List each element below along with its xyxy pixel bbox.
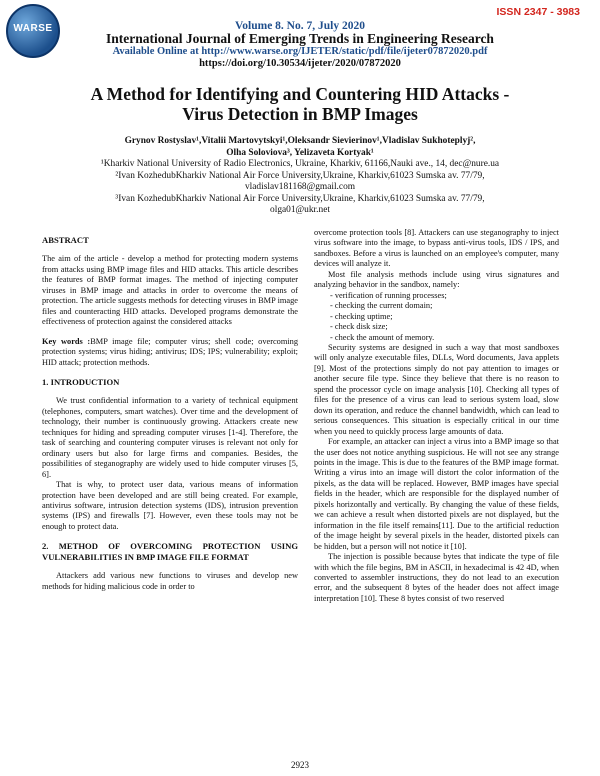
page-number: 2923 <box>291 760 309 770</box>
right-paragraph-3: Security systems are designed in such a way that most sandboxes will only analyze executable files, DLLs, Word documents, Java applets [9]. Most of the protections simply do not pay attention to images or another secure file type. Since they believe that there is no reason to spend the processor cycle on image analysis [10]. Checking all types of files for the presence of a virus can lead to serious system load, slow down its operation, and reduce the channel bandwidth, which can lead to serious consequences. This situation is especially critical in our time when you need to quickly process large amounts of data. <box>314 342 559 436</box>
keywords <box>42 337 298 368</box>
right-paragraph-5: The injection is possible because bytes that indicate the type of file with which the file begins, BM in ASCII, in hexadecimal is 42 4D, when converted to assembler instructions, they do not lead to an execution error, and the subsequent 8 bytes of the header does not affect image interpretation [10]. These 8 bytes consist of two reserved <box>314 552 559 603</box>
abstract-text: The aim of the article - develop a method for protecting modern systems from attacks using BMP image files and HID attacks. This article describes the features of BMP format images. The method of injecting computer viruses in BMP image and attacks in order to overcome the means of protection. The article suggests methods for detecting viruses in BMP image files and counteracting HID attacks. Developed programs demonstrate the effectiveness of protection against the considered attacks <box>42 254 298 327</box>
right-paragraph-2: Most file analysis methods include using virus signatures and analyzing behavior in the sandbox, namely: <box>314 269 559 290</box>
keywords-label: Key words : <box>42 336 91 346</box>
right-paragraph-1: overcome protection tools [8]. Attackers can use steganography to inject virus software into the image, to bypass anti-virus tools, IDS / IPS, and sandboxes. Before a virus is launched on an employee's computer, many devices will analyze it. <box>314 228 559 269</box>
introduction-paragraph-1: We trust confidential information to a variety of technical equipment (telephones, computers, smart watches). Over time and the development of technology, their number is continuously growing. Attackers create new techniques for hiding and spreading computer viruses [1-4]. Therefore, the task of searching and countering computer viruses is relevant not only for ordinary users but also for large firms and companies. Besides, the possibilities of steganography are widely used to hide computer viruses [5, 6]. <box>42 396 298 479</box>
list-item: - checking the current domain; <box>330 301 433 311</box>
title-line-1: A Method for Identifying and Countering HID Attacks - <box>90 84 510 104</box>
section-2-paragraph-1: Attackers add various new functions to viruses and develop new methods for hiding malicious code in order to <box>42 571 298 591</box>
right-column <box>314 228 559 604</box>
list-item: - checking uptime; <box>330 311 393 321</box>
abstract-heading: ABSTRACT <box>42 235 89 245</box>
author-names-2: Olha Soloviova³, Yelizaveta Kortyak¹ <box>226 147 374 158</box>
affiliation-2: ²Ivan KozhedubKharkiv National Air Force University,Ukraine, Kharkiv,61023 Sumska av. 77/79, <box>115 170 485 181</box>
introduction-paragraph-2: That is why, to protect user data, various means of information protection have been developed and are still being created. For example, antivirus software, intrusion detection systems (IDS), intrusion prevention systems (IPS) and firewalls [7]. However, even these tools may not be enough to protect data. <box>42 480 298 531</box>
volume-info: Volume 8. No. 7, July 2020 <box>235 20 365 32</box>
issn-label: ISSN 2347 - 3983 <box>496 6 580 18</box>
right-paragraph-4: For example, an attacker can inject a virus into a BMP image so that the user does not notice anything suspicious. He will not see any strange points in the image. This is due to the features of the BMP image format. Writing a virus into an image will distort the color information of the pixels, as the data will be replaced. However, BMP images have special fields in the header, which are responsible for the displayed number of pixels horizontally and vertically. By changing the value of these fields, we can achieve a result when distorted pixels are not displayed, but the information in the file itself remains[11]. Due to the artificial reduction of the image height by several pixels in the header, distorted pixels can be hidden, but a person will not notice it [10]. <box>314 437 559 551</box>
logo-text: WARSE <box>13 23 53 34</box>
author-block <box>50 136 550 217</box>
section-2-heading: 2. METHOD OF OVERCOMING PROTECTION USING VULNERABILITIES IN BMP IMAGE FILE FORMAT <box>42 541 298 562</box>
list-item: - check disk size; <box>330 322 388 332</box>
title-line-2: Virus Detection in BMP Images <box>182 104 418 124</box>
journal-header <box>0 20 600 70</box>
introduction-heading: 1. INTRODUCTION <box>42 376 120 387</box>
left-column <box>42 235 298 592</box>
keywords-text: BMP image file; computer virus; shell code; overcoming protection systems; virus hiding; antivirus; IDS; IPS; vulnerability; exploit; HID attack; protection methods. <box>42 336 299 367</box>
affiliation-2-email: vladislav181168@gmail.com <box>244 182 356 192</box>
list-item: - check the amount of memory. <box>330 332 435 342</box>
affiliation-3-email: olga01@ukr.net <box>270 205 330 215</box>
author-names-1: Grynov Rostyslav¹,Vitalii Martovytskyi¹,Oleksandr Sievierinov¹,Vladislav Sukhoteplyj², <box>124 136 476 146</box>
journal-name: International Journal of Emerging Trends in Engineering Research <box>106 31 494 46</box>
affiliation-3: ³Ivan KozhedubKharkiv National Air Force University,Ukraine, Kharkiv,61023 Sumska av. 77/79, <box>115 193 485 204</box>
affiliation-1: ¹Kharkiv National University of Radio Electronics, Ukraine, Kharkiv, 61166,Nauki ave., 14, dec@nure.ua <box>100 159 500 169</box>
available-online-link[interactable]: Available Online at http://www.warse.org/IJETER/static/pdf/file/ijeter07872020.pdf <box>112 46 488 57</box>
list-item: - verification of running processes; <box>330 290 447 300</box>
doi-link[interactable]: https://doi.org/10.30534/ijeter/2020/07872020 <box>199 58 401 69</box>
paper-title <box>60 84 540 124</box>
